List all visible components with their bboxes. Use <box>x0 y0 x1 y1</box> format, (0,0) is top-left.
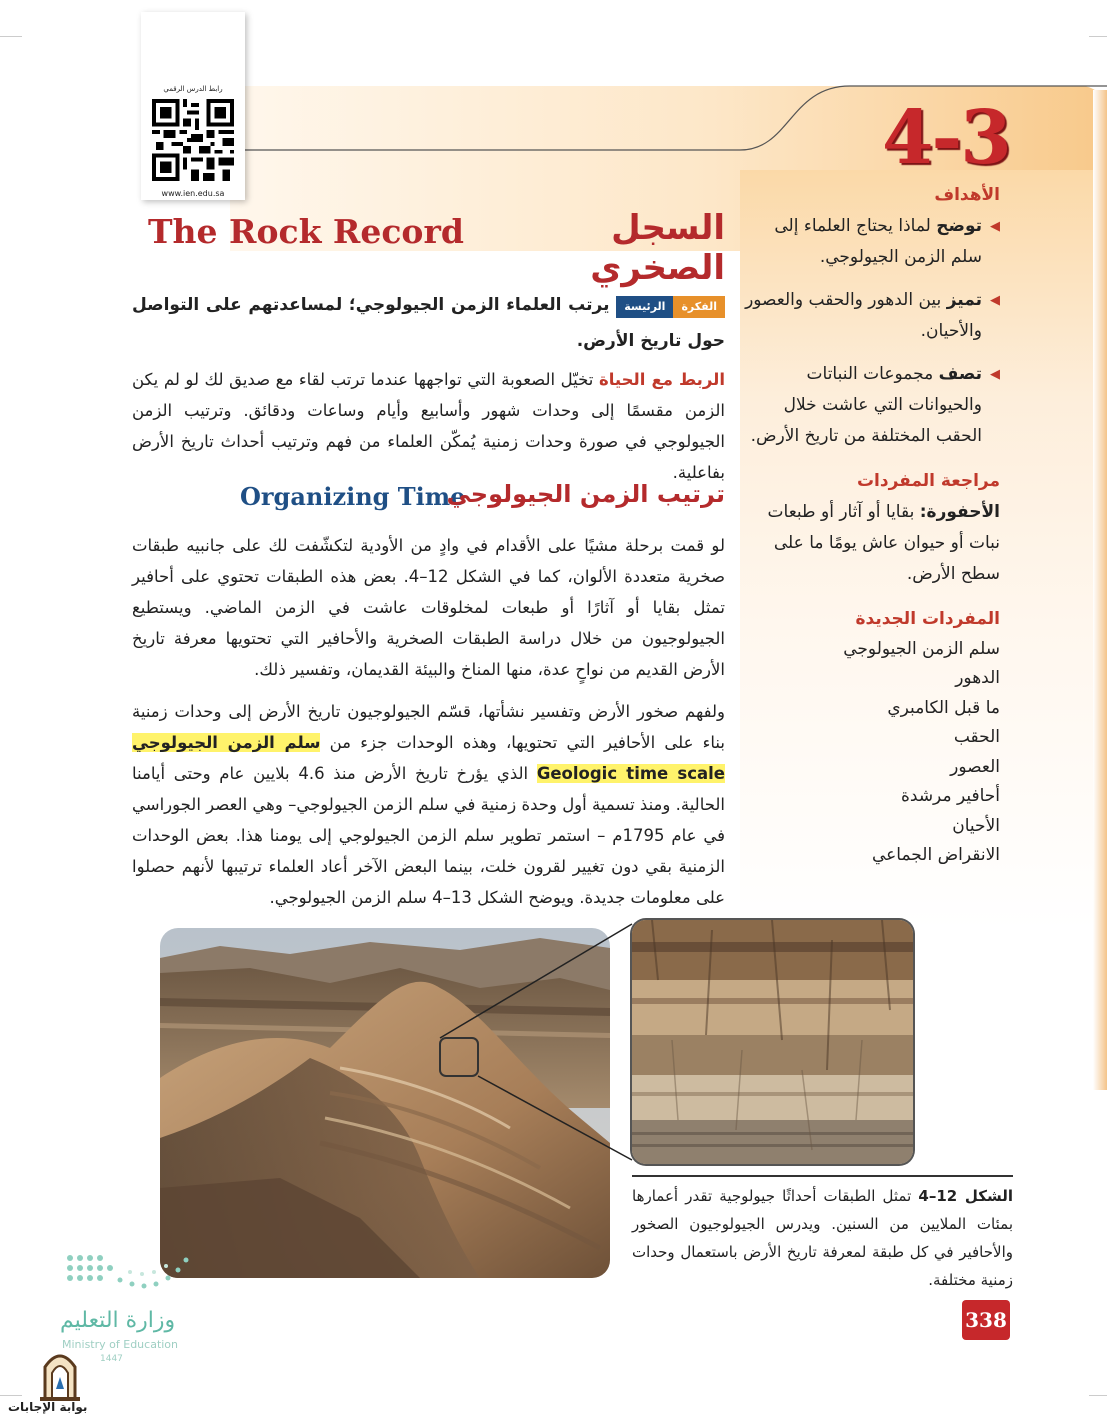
ministry-year: 1447 <box>100 1354 123 1364</box>
objective-item <box>742 359 1000 452</box>
new-vocab-section <box>742 605 1000 871</box>
paragraph-1: لو قمت برحلة مشيًا على الأقدام في وادٍ من الأودية لتكشّفت لك على جانبيه طبقات صخرية متعددة الألوان، كما في الشكل 12–4. بعض هذه الطبقات تحتوي على أحافير تمثل بقايا أو آثارًا أو طبعات لمخلوقات عاشت في الزمن الماضي. ويستطيع الجيولوجيون من خلال دراسة الطبقات الصخرية والأحافير التي تحتويها معرفة تاريخ الأرض القديم من نواحٍ عدة، منها المناخ والبيئة القديمان، وتفسير ذلك. <box>132 536 725 679</box>
main-idea <box>132 287 725 359</box>
vocab-term: العصور <box>950 756 1000 777</box>
rock-layers-closeup <box>632 920 913 1164</box>
highlighted-term-en: Geologic time scale <box>536 764 725 783</box>
paragraph-2 <box>132 696 725 913</box>
life-link-label: الربط مع الحياة <box>598 370 725 389</box>
paragraph-2-end: الذي يؤرخ تاريخ الأرض منذ 4.6 بلايين عام وحتى أيامنا الحالية. ومنذ تسمية أول وحدة زمنية في سلم الزمن الجيولوجي– وهي العصر الجوراسي في عام 1795م – استمر تطوير سلم الزمن الجيولوجي إلى يومنا هذا. بعض الوحدات الزمنية بقي دون تغيير لقرون خلت، بينما البعض الآخر أعاد العلماء ترتيبها لأنهم حصلوا على معلومات جديدة. ويوضح الشكل 13–4 سلم الزمن الجيولوجي. <box>132 764 725 907</box>
bullet-icon: ◀ <box>990 367 1000 382</box>
qr-card-title: رابط الدرس الرقمي <box>163 85 223 93</box>
vocab-term: الانقراض الجماعي <box>871 845 1000 865</box>
review-vocab-entry <box>742 497 1000 590</box>
vocab-term: الأحيان <box>952 815 1000 836</box>
vocab-term: سلم الزمن الجيولوجي <box>843 638 1000 659</box>
objectives-heading: الأهداف <box>934 185 1000 205</box>
lesson-title-en: The Rock Record <box>148 212 464 251</box>
life-link-text: تخيّل الصعوبة التي تواجهها عندما ترتب لقاء مع صديق لك لو لم يكن الزمن مقسمًا إلى وحدات شهور وأسابيع وأيام وساعات ودقائق. وترتيب الزمن الجيولوجي في صورة وحدات زمنية يُمكّن العلماء من فهم وترتيب أحداث تاريخ الأرض بفاعلية. <box>132 370 725 482</box>
lesson-title-ar: السجل الصخري <box>590 208 725 288</box>
main-idea-tags <box>616 287 725 323</box>
qr-url[interactable]: www.ien.edu.sa <box>161 189 225 198</box>
vocab-term: الدهور <box>955 668 1000 688</box>
caption-rule <box>632 1175 1013 1177</box>
objective-verb: تميز <box>946 290 982 310</box>
objective-text: لماذا يحتاج العلماء إلى سلم الزمن الجيولوجي. <box>774 216 982 267</box>
life-connection <box>132 364 725 488</box>
section-heading <box>240 480 725 520</box>
figure-caption <box>632 1182 1013 1294</box>
ministry-name-ar: وزارة التعليم <box>60 1308 176 1333</box>
objective-text: بين الدهور والحقب والعصور والأحيان. <box>745 290 982 341</box>
objective-verb: تصف <box>938 364 982 384</box>
canyon-photo <box>160 928 610 1278</box>
caption-text: تمثل الطبقات أحداثًا جيولوجية تقدر أعمارها بمئات الملايين من السنين. ويدرس الجيولوجيون الصخور والأحافير في كل طبقة لمعرفة تاريخ الأرض باستعمال وحدات زمنية مختلفة. <box>632 1187 1013 1289</box>
idea-tag: الفكرة <box>673 296 725 318</box>
watermark-gate-icon <box>10 1345 110 1427</box>
bullet-icon: ◀ <box>990 219 1000 234</box>
objective-text: مجموعات النباتات والحيوانات التي عاشت خلال الحقب المختلفة من تاريخ الأرض. <box>750 364 982 446</box>
qr-card[interactable] <box>141 12 245 200</box>
qr-code-icon[interactable] <box>152 99 234 181</box>
main-idea-text: يرتب العلماء الزمن الجيولوجي؛ لمساعدتهم على التواصل حول تاريخ الأرض. <box>132 295 725 351</box>
objective-item <box>742 211 1000 273</box>
review-vocab-heading: مراجعة المفردات <box>856 471 1000 491</box>
objective-item <box>742 285 1000 347</box>
section-title-en: Organizing Time <box>240 482 466 511</box>
figure-label: الشكل 12–4 <box>918 1187 1013 1205</box>
lesson-number: 4-3 <box>882 95 1010 181</box>
section-title-ar: ترتيب الزمن الجيولوجي <box>446 480 725 508</box>
paragraph-2-start: ولفهم صخور الأرض وتفسير نشأتها، قسّم الجيولوجيون تاريخ الأرض إلى وحدات زمنية بناء على الأحافير التي تحتويها، وهذه الوحدات جزء من <box>132 702 725 752</box>
page-number: 338 <box>962 1300 1010 1340</box>
review-term: الأحفورة: <box>919 502 1000 522</box>
watermark-label: بوابة الإجابات <box>8 1400 88 1414</box>
new-vocab-heading: المفردات الجديدة <box>855 609 1000 629</box>
bullet-icon: ◀ <box>990 293 1000 308</box>
objectives-section <box>742 180 1000 452</box>
review-vocab-section <box>742 466 1000 590</box>
ministry-name-en: Ministry of Education <box>62 1338 179 1351</box>
highlighted-term-ar: سلم الزمن الجيولوجي <box>132 733 321 752</box>
review-definition: بقايا أو آثار أو طبعات نبات أو حيوان عاش يومًا ما على سطح الأرض. <box>767 502 1000 584</box>
vocab-term: ما قبل الكامبري <box>887 697 1000 718</box>
vocab-term: أحافير مرشدة <box>900 786 1000 806</box>
main-tag: الرئيسة <box>616 296 673 318</box>
objective-verb: توضح <box>936 216 982 236</box>
vocab-term: الحقب <box>953 727 1000 747</box>
page-edge-gradient <box>1093 90 1107 1090</box>
